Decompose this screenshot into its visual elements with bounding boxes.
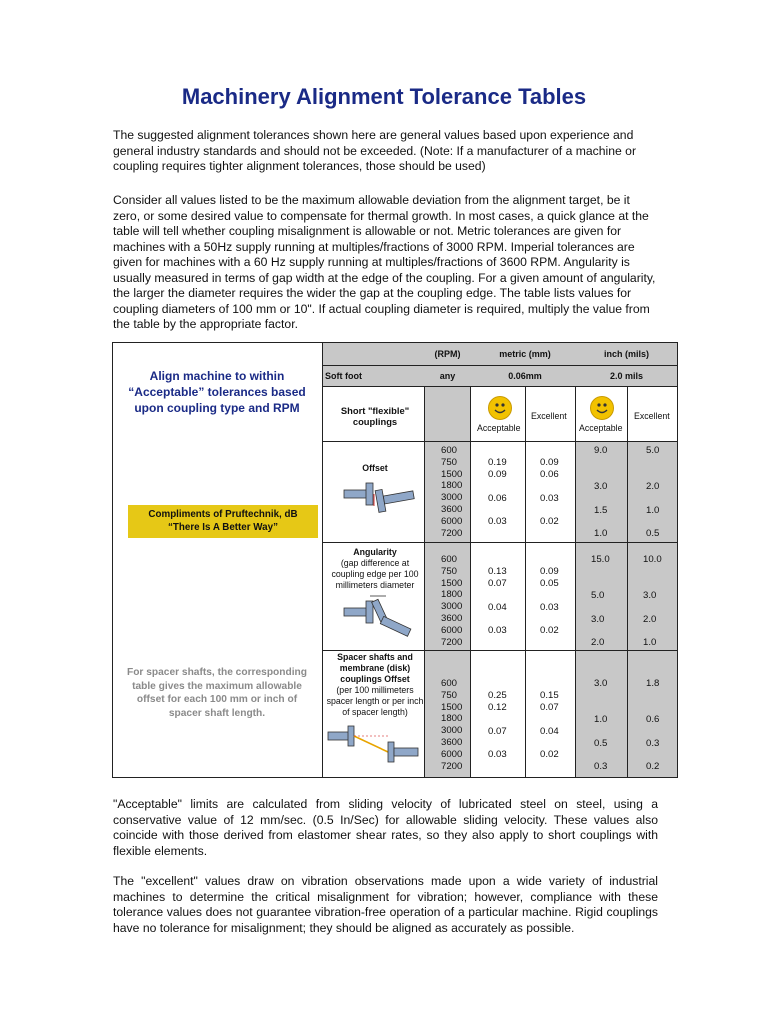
spacer-label: Spacer shafts and membrane (disk) couplings Offset [337, 652, 413, 684]
excellent-label: Excellent [634, 411, 670, 421]
angularity-metric-acceptable: 0.13 0.07 0.04 0.03 [488, 566, 507, 637]
angularity-inch-excellent: 10.0 3.0 2.0 1.0 [643, 554, 662, 649]
table-divider [525, 387, 526, 777]
short-flexible-label: Short "flexible" couplings [340, 405, 410, 427]
intro-paragraph-2: Consider all values listed to be the maximum allowable deviation from the alignment target, be it zero, or some desired value to compensate for thermal growth. In most cases, a quick glance at the table will tell whether coupling misalignment is allowable or not. Metric tolerances are given for machines with a 50Hz supply running at multiples/fractions of 3000 RPM. Imperial tolerances are given for machines with a 60 Hz supply running at multiples/fractions of 3600 RPM. Angularity is usually measured in terms of gap width at the edge of the coupling. For a given amount of angularity, the larger the diameter requires the wider the gap at the coupling edge. The table lists values for coupling diameters of 100 mm or 10". If actual coupling diameter is required, multiply the value from the table by the appropriate factor. [113, 193, 656, 331]
spacer-inch-excellent: 1.8 0.6 0.3 0.2 [646, 678, 660, 773]
angularity-sub: (gap difference at coupling edge per 100 millimeters diameter [331, 558, 419, 590]
offset-metric-excellent: 0.09 0.06 0.03 0.02 [540, 457, 559, 528]
angularity-label: Angularity [353, 547, 397, 557]
table-divider [470, 387, 471, 777]
compliments-line-2: “There Is A Better Way” [168, 522, 278, 533]
spacer-diagram [326, 724, 422, 772]
header-rpm: (RPM) [434, 349, 461, 359]
spacer-metric-excellent: 0.15 0.07 0.04 0.02 [540, 690, 559, 761]
spacer-sub: (per 100 millimeters spacer length or per inch of spacer length) [326, 685, 424, 717]
table-divider [323, 441, 677, 442]
smiley-icon [488, 396, 512, 420]
spacer-inch-acceptable: 3.0 1.0 0.5 0.3 [594, 678, 608, 773]
table-divider [323, 386, 677, 387]
spacer-metric-acceptable: 0.25 0.12 0.07 0.03 [488, 690, 507, 761]
spacer-rpm-list: 600 750 1500 1800 3000 3600 6000 7200 [441, 678, 463, 772]
offset-diagram [342, 478, 418, 528]
table-divider [323, 542, 677, 543]
offset-inch-excellent: 5.0 2.0 1.0 0.5 [646, 445, 660, 540]
align-heading: Align machine to within “Acceptable” tolerances based upon coupling type and RPM [128, 369, 306, 415]
compliments-box [128, 505, 318, 538]
intro-paragraph-1: The suggested alignment tolerances shown here are general values based upon experience and general industry standards and should not be exceeded. (Note: If a manufacturer of a machine or coupling requires tighter alignment tolerances, those should be used) [113, 128, 637, 173]
compliments-line-1: Compliments of Pruftechnik, dB [148, 509, 298, 520]
softfoot-inch: 2.0 mils [609, 371, 644, 381]
softfoot-metric: 0.06mm [508, 371, 542, 381]
offset-rpm-list: 600 750 1500 1800 3000 3600 6000 7200 [441, 445, 463, 539]
outro-paragraph-1: "Acceptable" limits are calculated from sliding velocity of lubricated steel on steel, using a conservative value of 12 mm/sec. (0.5 In/Sec) for allowable sliding velocity. These values also coincide with those derived from elastomer shear rates, so they also apply to short couplings with flexible elements. [113, 797, 658, 858]
smiley-icon [590, 396, 614, 420]
angularity-diagram [342, 594, 418, 642]
acceptable-label: Acceptable [477, 423, 521, 433]
softfoot-label: Soft foot [325, 371, 362, 381]
outro-paragraph-2: The "excellent" values draw on vibration observations made upon a wide variety of industrial machines to determine the critical misalignment for vibration; however, compliance with these tolerance values does not guarantee vibration-free operation of a particular machine. Rigid couplings have no tolerance for misalignment; they should be aligned as accurately as possible. [113, 874, 658, 935]
page-title: Machinery Alignment Tolerance Tables [181, 84, 587, 109]
angularity-inch-acceptable: 15.0 5.0 3.0 2.0 [591, 554, 610, 649]
offset-label: Offset [362, 463, 388, 473]
table-divider [322, 343, 323, 777]
softfoot-rpm: any [439, 371, 456, 381]
angularity-metric-excellent: 0.09 0.05 0.03 0.02 [540, 566, 559, 637]
header-inch: inch (mils) [603, 349, 649, 359]
table-divider [627, 387, 628, 777]
header-metric: metric (mm) [499, 349, 551, 359]
table-divider [323, 650, 677, 651]
spacer-note: For spacer shafts, the corresponding table gives the maximum allowable offset for each 100 mm or inch of spacer shaft length. [126, 667, 308, 719]
offset-metric-acceptable: 0.19 0.09 0.06 0.03 [488, 457, 507, 528]
acceptable-label: Acceptable [579, 423, 623, 433]
angularity-rpm-list: 600 750 1500 1800 3000 3600 6000 7200 [441, 554, 463, 648]
offset-inch-acceptable: 9.0 3.0 1.5 1.0 [594, 445, 608, 540]
excellent-label: Excellent [531, 411, 567, 421]
